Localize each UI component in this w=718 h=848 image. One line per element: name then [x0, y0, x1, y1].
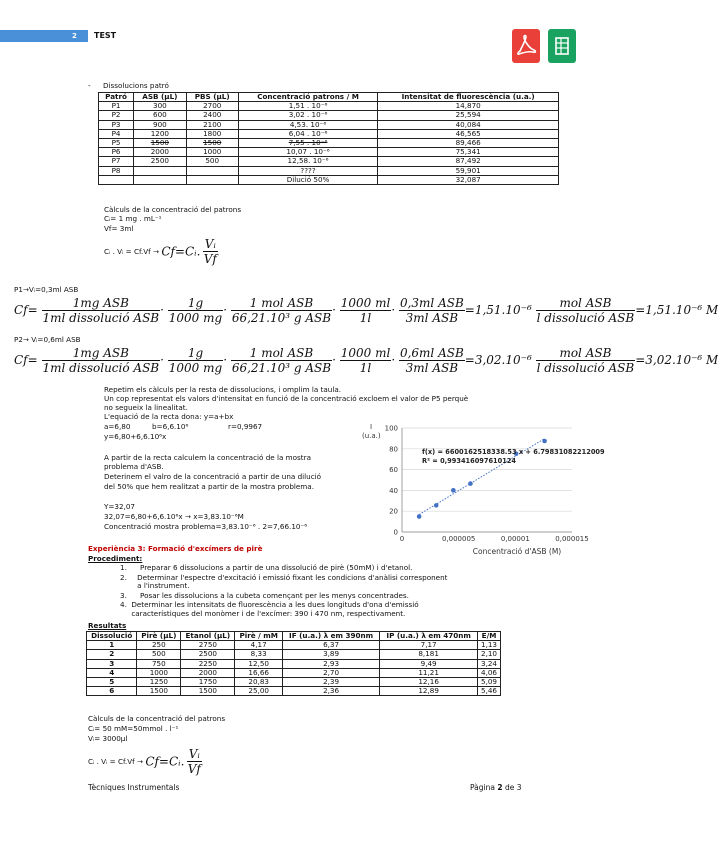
table-cell: 2 — [87, 650, 137, 659]
dilution-equation: Cᵢ . Vᵢ = Cf.Vf → Cf=Cᵢ. $\frac{\text{Vᵢ}}{Vf}$ — [104, 237, 217, 266]
text-line: L'equació de la recta dona: y=a+bx — [104, 412, 234, 421]
col-header: IP (u.a.) λ em 470nm — [380, 632, 478, 641]
table-row — [87, 650, 501, 659]
data-point — [451, 488, 456, 493]
patron-table — [98, 92, 559, 185]
table-cell: 8,181 — [380, 650, 478, 659]
table-row — [99, 120, 559, 129]
text-line: 32,07=6,80+6,6.10⁶x → x=3,83.10⁻⁶M — [104, 512, 244, 521]
vf-text: Vf= 3ml — [104, 224, 134, 233]
data-point — [542, 439, 547, 444]
document-title: TEST — [94, 31, 117, 40]
results-table — [86, 631, 501, 696]
text-line: r=0,9967 — [228, 422, 263, 431]
y-tick-label: 60 — [389, 466, 398, 475]
table-cell: 4,53. 10⁻⁶ — [238, 120, 378, 129]
table-cell: 1500 — [134, 139, 187, 148]
col-header: Intensitat de fluorescència (u.a.) — [378, 93, 559, 102]
table-cell: 500 — [186, 157, 238, 166]
col-header: Dissolució — [87, 632, 137, 641]
text-line: del 50% que hem realitzat a partir de la mostra problema. — [104, 482, 314, 491]
table-cell: 7,17 — [380, 641, 478, 650]
x-tick-label: 0,000005 — [441, 535, 476, 543]
table-cell: 8,33 — [235, 650, 282, 659]
table-cell: 75,341 — [378, 148, 559, 157]
table-cell: 1000 — [137, 668, 181, 677]
table-cell: 3,02 . 10⁻⁶ — [238, 111, 378, 120]
col-header: IF (u.a.) λ em 390nm — [282, 632, 379, 641]
procedure-list: 1. Preparar 6 dissolucions a partir de una dissolució de pirè (50mM) i d'etanol. 2. Determinar l'espectre d'excitació i emissió fixant les condicions d'anàlisi corresponent a l'instrument. 3. Posar les dissolucions a la cubeta començant per les menys concentrades. 4. Determinar les intensitats de fluorescència a les dues longituds d'ona d'emissió característiques del monòmer i de l'excímer: 390 i 470 nm, respectivament. — [120, 563, 448, 618]
table-cell: 2400 — [186, 111, 238, 120]
calc-title-2: Càlculs de la concentració del patrons — [88, 714, 226, 723]
x-tick-label: 0,000015 — [555, 535, 589, 543]
table-cell: 900 — [134, 120, 187, 129]
table-cell: 1500 — [186, 139, 238, 148]
table-cell: 4,17 — [235, 641, 282, 650]
section2-title: Experiència 3: Formació d'excímers de pirè — [88, 544, 263, 553]
x-tick-label: 0,00001 — [500, 535, 530, 543]
table-cell: P7 — [99, 157, 134, 166]
table-cell: 89,466 — [378, 139, 559, 148]
p1-label: P1→Vᵢ=0,3ml ASB — [14, 285, 79, 294]
y-tick-label: 40 — [389, 486, 398, 495]
vi-text-2: Vᵢ= 3000μl — [88, 734, 128, 743]
table-cell: 2500 — [181, 650, 235, 659]
table-cell: P6 — [99, 148, 134, 157]
table-cell: 1000 — [186, 148, 238, 157]
ci-text: Cᵢ= 1 mg . mL⁻¹ — [104, 214, 162, 223]
table-cell: 10,07 . 10⁻⁶ — [238, 148, 378, 157]
page-number: 2 — [72, 32, 77, 40]
col-header: PBS (μL) — [186, 93, 238, 102]
table-cell: 2,36 — [282, 687, 379, 696]
table-cell: 2,10 — [478, 650, 501, 659]
table-cell: 12,89 — [380, 687, 478, 696]
text-line: Un cop representat els valors d'intensitat en funció de la concentració excloem el valor de P5 perquè — [104, 394, 469, 403]
table-cell: P4 — [99, 129, 134, 138]
table-cell: 300 — [134, 102, 187, 111]
excel-icon[interactable] — [548, 29, 576, 63]
table-cell: 40,084 — [378, 120, 559, 129]
y-tick-label: 80 — [389, 445, 398, 454]
table-cell: 59,901 — [378, 166, 559, 175]
x-tick-label: 0 — [399, 535, 405, 543]
table-cell: 6 — [87, 687, 137, 696]
trendline-equation: f(x) = 6600162518338.53 x + 6.79831082212009 — [422, 448, 605, 456]
table-cell: 1,51 . 10⁻⁶ — [238, 102, 378, 111]
table-cell: 2,70 — [282, 668, 379, 677]
table-cell: P1 — [99, 102, 134, 111]
text-line: Repetim els càlculs per la resta de dissolucions, i omplim la taula. — [104, 385, 342, 394]
col-header: Etanol (μL) — [181, 632, 235, 641]
table-cell: 2,39 — [282, 678, 379, 687]
text-line: b=6,6.10⁶ — [152, 422, 189, 431]
table-cell: 9,49 — [380, 659, 478, 668]
table-cell: 750 — [137, 659, 181, 668]
table-cell: 5,46 — [478, 687, 501, 696]
table-cell: 12,58. 10⁻⁶ — [238, 157, 378, 166]
text-line: A partir de la recta calculem la concentració de la mostra — [104, 453, 311, 462]
footer-left: Tècniques Instrumentals — [88, 783, 180, 792]
data-point — [417, 514, 422, 519]
p2-label: P2→ Vᵢ=0,6ml ASB — [14, 335, 81, 344]
p1-equation: Cf= $\frac{\text{1mg ASB}}{\text{1ml dissolució ASB}}$ · $\frac{1g}{1000 mg}$ · $\frac{\text{1 mol ASB}}{\text{66,21.10³ g ASB}}$ · $\frac{1000 ml}{1l}$ · $\frac{\text{0,3ml ASB}}{\text{3ml ASB}}$ =1,51.10⁻⁶ $\frac{\text{mol ASB}}{\text{l dissolució ASB}}$ =1,51.10⁻⁶ M — [14, 296, 718, 325]
table-cell: 250 — [137, 641, 181, 650]
table-cell: 46,565 — [378, 129, 559, 138]
y-axis-title-line2: (u.a.) — [362, 432, 381, 440]
data-point — [434, 503, 439, 508]
table-row — [99, 102, 559, 111]
text-line: Y=32,07 — [104, 502, 135, 511]
col-header: Patró — [99, 93, 134, 102]
table-cell: 1250 — [137, 678, 181, 687]
table-cell: 2100 — [186, 120, 238, 129]
table-cell: P8 — [99, 166, 134, 175]
dilution-equation-2: Cᵢ . Vᵢ = Cf.Vf → Cf=Cᵢ. $\frac{\text{Vᵢ}}{Vf}$ — [88, 747, 201, 776]
results-title: Resultats — [88, 621, 127, 630]
table-row — [99, 111, 559, 120]
calc-title: Càlculs de la concentració del patrons — [104, 205, 242, 214]
col-header: Pirè (μL) — [137, 632, 181, 641]
table-row — [99, 175, 559, 184]
table-cell — [99, 175, 134, 184]
table-row — [99, 166, 559, 175]
pdf-icon[interactable] — [512, 29, 540, 63]
table-cell: 1,13 — [478, 641, 501, 650]
table-cell: 5,09 — [478, 678, 501, 687]
table-cell: 3 — [87, 659, 137, 668]
table-cell: 1800 — [186, 129, 238, 138]
table-cell: 3,89 — [282, 650, 379, 659]
table-row — [87, 687, 501, 696]
text-line: Deterinem el valro de la concentració a partir de una dilució — [104, 472, 322, 481]
table-cell: 11,21 — [380, 668, 478, 677]
table-cell: 6,37 — [282, 641, 379, 650]
r-squared-label: R² = 0,993416097610124 — [422, 457, 516, 465]
table-cell: 4,06 — [478, 668, 501, 677]
table-cell: 87,492 — [378, 157, 559, 166]
table-cell: 14,870 — [378, 102, 559, 111]
text-line: problema d'ASB. — [104, 462, 164, 471]
table-cell: 4 — [87, 668, 137, 677]
table-cell: 600 — [134, 111, 187, 120]
table-cell: 2000 — [181, 668, 235, 677]
x-axis-title: Concentració d'ASB (M) — [472, 547, 562, 556]
table-cell: 1 — [87, 641, 137, 650]
table-cell: 1500 — [181, 687, 235, 696]
p2-equation: Cf= $\frac{\text{1mg ASB}}{\text{1ml dissolució ASB}}$ · $\frac{1g}{1000 mg}$ · $\frac{\text{1 mol ASB}}{\text{66,21.10³ g ASB}}$ · $\frac{1000 ml}{1l}$ · $\frac{\text{0,6ml ASB}}{\text{3ml ASB}}$ =3,02.10⁻⁶ $\frac{\text{mol ASB}}{\text{l dissolució ASB}}$ =3,02.10⁻⁶ M — [14, 346, 718, 375]
ci-text-2: Cᵢ= 50 mM=50mmol . l⁻¹ — [88, 724, 179, 733]
table-cell: 32,087 — [378, 175, 559, 184]
calibration-chart — [350, 420, 605, 556]
bullet: - — [88, 81, 91, 90]
table-cell: Dilució 50% — [238, 175, 378, 184]
table-cell — [134, 175, 187, 184]
data-point — [468, 481, 473, 486]
table-cell: P2 — [99, 111, 134, 120]
table-cell: 16,66 — [235, 668, 282, 677]
table-cell: 12,50 — [235, 659, 282, 668]
text-line: no segueix la linealitat. — [104, 403, 188, 412]
table-cell: 2,93 — [282, 659, 379, 668]
y-tick-label: 20 — [389, 507, 398, 516]
table-cell: 20,83 — [235, 678, 282, 687]
col-header: E/M — [478, 632, 501, 641]
table-cell: 2700 — [186, 102, 238, 111]
text-line: y=6,80+6,6.10⁶x — [104, 432, 167, 441]
text-line: Concentració mostra problema=3,83.10⁻⁶ . 2=7,66.10⁻⁶ — [104, 522, 308, 531]
table-cell: 5 — [87, 678, 137, 687]
table-cell: 2500 — [134, 157, 187, 166]
table-cell: 3,24 — [478, 659, 501, 668]
table-cell: 2250 — [181, 659, 235, 668]
col-header: ASB (μL) — [134, 93, 187, 102]
table-cell: ???? — [238, 166, 378, 175]
footer-right: Pàgina 2 de 3 — [470, 783, 522, 792]
table-cell: P3 — [99, 120, 134, 129]
table-cell — [186, 175, 238, 184]
table-row — [87, 659, 501, 668]
table-row — [99, 157, 559, 166]
col-header: Pirè / mM — [235, 632, 282, 641]
y-tick-label: 100 — [384, 424, 398, 433]
table-cell: P5 — [99, 139, 134, 148]
section-title: Dissolucions patró — [103, 81, 169, 90]
table-cell: 1750 — [181, 678, 235, 687]
y-tick-label: 0 — [393, 528, 398, 537]
table-cell: 25,00 — [235, 687, 282, 696]
table-cell: 2000 — [134, 148, 187, 157]
table-cell: 12,16 — [380, 678, 478, 687]
table-cell — [134, 166, 187, 175]
table-cell: 25,594 — [378, 111, 559, 120]
col-header: Concentració patrons / M — [238, 93, 378, 102]
table-cell — [186, 166, 238, 175]
table-cell: 1200 — [134, 129, 187, 138]
procedure-title: Procediment: — [88, 554, 143, 563]
table-cell: 1500 — [137, 687, 181, 696]
text-line: a=6,80 — [104, 422, 131, 431]
table-cell: 2750 — [181, 641, 235, 650]
y-axis-title-line1: I — [370, 423, 373, 431]
table-cell: 6,04 . 10⁻⁶ — [238, 129, 378, 138]
table-cell: 7,55 . 10⁻⁶ — [238, 139, 378, 148]
table-cell: 500 — [137, 650, 181, 659]
